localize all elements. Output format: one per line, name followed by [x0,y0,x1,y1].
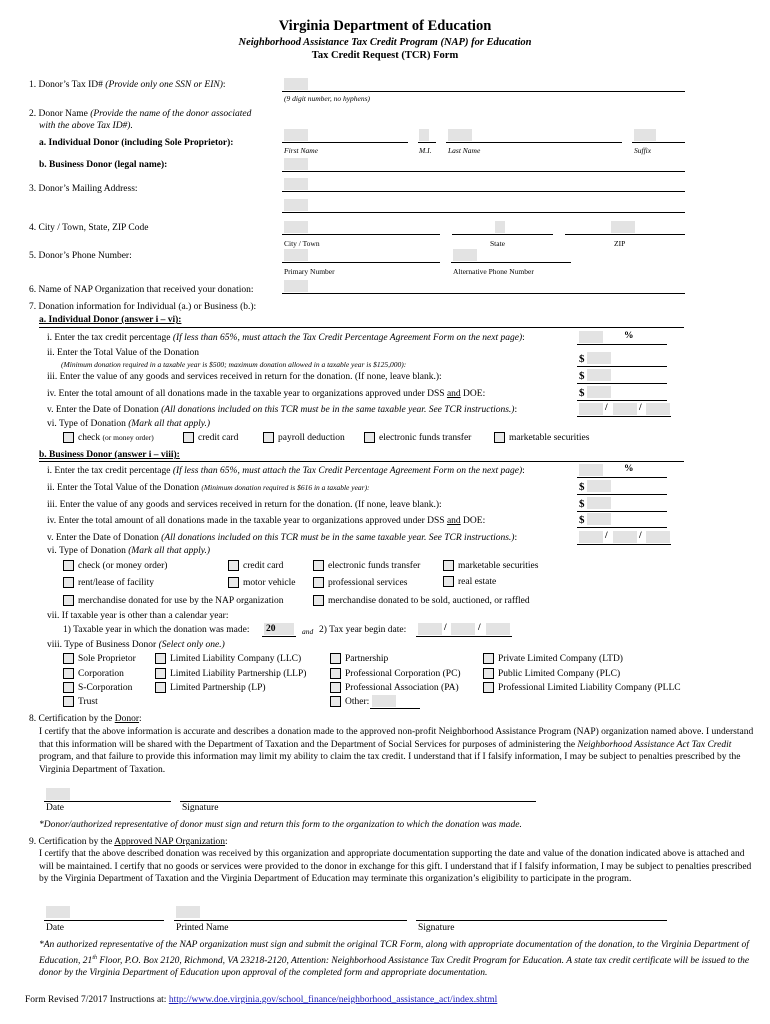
biz-ltd-label: Private Limited Company (LTD) [498,654,623,664]
mailing-address-label: 3. Donor’s Mailing Address: [29,184,138,194]
biz-llc-label: Limited Liability Company (LLC) [170,654,302,664]
a-eft-label: electronic funds transfer [379,433,472,443]
b-begin-day-field[interactable] [451,623,475,635]
donor-name-label-2: with the above Tax ID#). [39,121,133,131]
biz-sole-label: Sole Proprietor [78,654,136,664]
biz-pa-checkbox[interactable] [330,682,341,693]
biz-corp-checkbox[interactable] [63,668,74,679]
donor-name-label: 2. Donor Name (Provide the name of the donor associated [29,109,252,119]
form-title: Tax Credit Request (TCR) Form [311,50,459,61]
a-percentage-field[interactable] [579,331,603,343]
b-date-slash-1: / [605,531,608,541]
zip-field[interactable] [611,221,635,233]
address-line1-field[interactable] [284,178,308,190]
b-vehicle-checkbox[interactable] [228,577,239,588]
b-check-checkbox[interactable] [63,560,74,571]
biz-llp-checkbox[interactable] [155,668,166,679]
business-donor-label: b. Business Donor (legal name): [39,160,168,170]
b-iv-label: iv. Enter the total amount of all donations made in the taxable year to organizations approved under DSS and DOE: [47,516,486,526]
b-date-year-field[interactable] [646,531,670,543]
biz-corp-label: Corporation [78,669,124,679]
biz-pc-checkbox[interactable] [330,668,341,679]
b-vii-label: vii. If taxable year is other than a calendar year: [47,611,229,621]
nap-date-field[interactable] [46,906,70,918]
b-goods-value-field[interactable] [587,497,611,509]
b-vii-begin-label: 2) Tax year begin date: [319,625,407,635]
a-iii-label: iii. Enter the value of any goods and services received in return for the donation. (If none, leave blank.): [47,372,442,382]
phone-label: 5. Donor’s Phone Number: [29,251,132,261]
biz-llp-label: Limited Liability Partnership (LLP) [170,669,307,679]
b-begin-month-field[interactable] [418,623,442,635]
b-begin-slash-2: / [478,623,481,633]
a-date-year-field[interactable] [646,403,670,415]
donor-date-field[interactable] [46,788,70,800]
biz-plc-label: Public Limited Company (PLC) [498,669,621,679]
state-field[interactable] [495,221,505,233]
tax-id-label: 1. Donor’s Tax ID# (Provide only one SSN or EIN): [29,80,226,90]
biz-scorp-label: S-Corporation [78,683,133,693]
a-vi-label: vi. Type of Donation (Mark all that apply.) [47,419,211,429]
b-merch-sold-checkbox[interactable] [313,595,324,606]
biz-plc-checkbox[interactable] [483,668,494,679]
b-vii-year-label: 1) Taxable year in which the donation was made: [63,625,250,635]
a-check-checkbox[interactable] [63,432,74,443]
agency-title: Virginia Department of Education [278,18,492,34]
nap-printed-name-field[interactable] [176,906,200,918]
a-i-label: i. Enter the tax credit percentage (If less than 65%, must attach the Tax Credit Percentage Agreement Form on the next page): [47,333,525,343]
b-vii-and: and [302,627,314,636]
nap-org-label: 6. Name of NAP Organization that received your donation: [29,285,254,295]
biz-pa-label: Professional Association (PA) [345,683,459,693]
suffix-field[interactable] [634,129,656,141]
biz-pc-label: Professional Corporation (PC) [345,669,461,679]
b-check-label: check (or money order) [78,561,168,571]
biz-trust-label: Trust [78,697,98,707]
a-card-label: credit card [198,433,239,443]
b-vehicle-label: motor vehicle [243,578,296,588]
business-section-heading: b. Business Donor (answer i – viii): [39,450,180,460]
a-date-day-field[interactable] [613,403,637,415]
b-year-prefix: 20 [266,624,276,634]
footer [25,995,497,1005]
a-goods-value-field[interactable] [587,369,611,381]
donor-cert-label: 8. Certification by the Donor: [29,714,142,724]
b-date-month-field[interactable] [579,531,603,543]
a-percent-sign: % [624,331,634,341]
b-services-label: professional services [328,578,408,588]
first-name-field[interactable] [284,129,308,141]
donor-cert-footnote: *Donor/authorized representative of donor must sign and return this form to the organization to which the donation was made. [39,820,522,830]
city-state-zip-label: 4. City / Town, State, ZIP Code [29,223,149,233]
b-i-label: i. Enter the tax credit percentage (If less than 65%, must attach the Tax Credit Percentage Agreement Form on the next page): [47,466,525,476]
b-ii-dollar: $ [579,481,585,493]
nap-cert-label: 9. Certification by the Approved NAP Organization: [29,837,228,847]
biz-lp-label: Limited Partnership (LP) [170,683,266,693]
a-securities-checkbox[interactable] [494,432,505,443]
biz-pllc-checkbox[interactable] [483,682,494,693]
nap-org-field[interactable] [284,280,308,292]
business-name-field[interactable] [284,158,308,170]
b-ii-label: ii. Enter the Total Value of the Donation (Minimum donation required is $616 in a taxable year): [47,483,370,493]
b-percentage-field[interactable] [579,464,603,476]
a-eft-checkbox[interactable] [364,432,375,443]
b-vi-label: vi. Type of Donation (Mark all that apply.) [47,546,211,556]
city-field[interactable] [284,221,308,233]
a-date-slash-1: / [605,403,608,413]
donor-cert-body: I certify that the above information is accurate and describes a donation made to the approved non-profit Neighborhood Assistance Program (NAP) organization named above. I understand that this information will be shared with the Department of Taxation and the Department of Social Services for purposes of administering the Neighborhood Assistance Act Tax Credit program, and that failure to provide this information may limit my ability to claim the tax credit. I understand that if I falsify information, I may be subject to penalties prescribed by the Virginia Department of Taxation. [39,727,754,775]
b-card-label: credit card [243,561,284,571]
b-eft-checkbox[interactable] [313,560,324,571]
instructions-link[interactable]: http://www.doe.virginia.gov/school_finance/neighborhood_assistance_act/index.shtml [168,995,498,1005]
zip-caption: ZIP [614,239,626,248]
b-date-slash-2: / [639,531,642,541]
b-percent-sign: % [624,464,634,474]
b-iii-label: iii. Enter the value of any goods and services received in return for the donation. (If none, leave blank.): [47,500,442,510]
b-securities-checkbox[interactable] [443,560,454,571]
a-ii-label: ii. Enter the Total Value of the Donation [47,348,200,358]
alt-phone-caption: Alternative Phone Number [453,267,534,276]
mi-field[interactable] [419,129,429,141]
nap-cert-body: I certify that the above described donation was received by this organization and appropriate documentation supporting the date and value of the donation indicated above is attached and will be maintained. I certify that no goods or services were provided to the donor in exchange for this gift. I understand that if I falsify information, I may be subject to penalties prescribed by the Virginia Department of Taxation and the Virginia Department of Education may terminate this organization’s eligibility to participate in the program. [39,849,752,884]
biz-other-field[interactable] [372,695,396,707]
individual-section-heading: a. Individual Donor (answer i – vi): [39,315,182,325]
tax-id-field[interactable] [284,78,308,90]
a-check-label: check (or money order) [78,433,154,443]
b-securities-label: marketable securities [458,561,539,571]
a-payroll-label: payroll deduction [278,433,345,443]
a-ii-dollar: $ [579,353,585,365]
last-name-caption: Last Name [448,146,481,155]
biz-llc-checkbox[interactable] [155,653,166,664]
biz-sole-checkbox[interactable] [63,653,74,664]
alt-phone-field[interactable] [453,249,477,261]
city-caption: City / Town [284,239,320,248]
last-name-field[interactable] [448,129,472,141]
b-realestate-checkbox[interactable] [443,576,454,587]
donation-info-label: 7. Donation information for Individual (a.) or Business (b.): [29,302,257,312]
b-merch-sold-label: merchandise donated to be sold, auctioned, or raffled [328,596,530,606]
a-total-value-field[interactable] [587,352,611,364]
b-services-checkbox[interactable] [313,577,324,588]
b-begin-year-field[interactable] [486,623,510,635]
a-securities-label: marketable securities [509,433,590,443]
a-date-slash-2: / [639,403,642,413]
individual-donor-label: a. Individual Donor (including Sole Proprietor): [39,138,234,148]
a-payroll-checkbox[interactable] [263,432,274,443]
b-total-value-field[interactable] [587,480,611,492]
b-iii-dollar: $ [579,498,585,510]
donor-date-caption: Date [46,803,64,813]
biz-pllc-label: Professional Limited Liability Company (PLLC [498,683,681,693]
a-iv-label: iv. Enter the total amount of all donations made in the taxable year to organizations approved under DSS and DOE: [47,389,486,399]
b-date-day-field[interactable] [613,531,637,543]
b-viii-label: viii. Type of Business Donor (Select only one.) [47,640,225,650]
biz-lp-checkbox[interactable] [155,682,166,693]
program-title: Neighborhood Assistance Tax Credit Program (NAP) for Education [238,37,532,48]
b-v-label: v. Enter the Date of Donation (All donations included on this TCR must be in the same taxable year. See TCR instructions.): [47,533,518,543]
tax-id-note: (9 digit number, no hyphens) [284,94,371,103]
b-rent-checkbox[interactable] [63,577,74,588]
nap-printed-name-caption: Printed Name [176,923,229,933]
b-merch-nap-label: merchandise donated for use by the NAP organization [78,596,284,606]
suffix-caption: Suffix [634,146,652,155]
biz-other-label: Other: [345,697,370,707]
b-iv-dollar: $ [579,514,585,526]
biz-partnership-label: Partnership [345,654,389,664]
a-v-label: v. Enter the Date of Donation (All donations included on this TCR must be in the same taxable year. See TCR instructions.): [47,405,518,415]
b-card-checkbox[interactable] [228,560,239,571]
a-card-checkbox[interactable] [183,432,194,443]
a-date-month-field[interactable] [579,403,603,415]
biz-trust-checkbox[interactable] [63,696,74,707]
biz-other-checkbox[interactable] [330,696,341,707]
b-merch-nap-checkbox[interactable] [63,595,74,606]
state-caption: State [490,239,505,248]
first-name-caption: First Name [284,146,318,155]
nap-signature-caption: Signature [418,923,455,933]
b-rent-label: rent/lease of facility [78,578,154,588]
form-revised: Form Revised 7/2017 Instructions at: [25,995,169,1005]
nap-cert-footnote: *An authorized representative of the NAP organization must sign and submit the original TCR Form, along with appropriate documentation of the donation, to the Virginia Department of Education, 21th Floor, P.O. Box 2120, Richmond, VA 23218-2120, Attention: Neighborhood Assistance Tax Credit Program for Education. A state tax credit certificate will be issued to the donor by the Virginia Department of Education upon approval of the completed form and appropriate documentation. [39,940,750,979]
nap-date-caption: Date [46,923,64,933]
primary-phone-caption: Primary Number [284,267,335,276]
biz-ltd-checkbox[interactable] [483,653,494,664]
b-realestate-label: real estate [458,577,497,587]
mi-caption: M.I. [419,146,432,155]
biz-partnership-checkbox[interactable] [330,653,341,664]
address-line2-field[interactable] [284,199,308,211]
primary-phone-field[interactable] [284,249,308,261]
donor-signature-caption: Signature [182,803,219,813]
a-ii-note: (Minimum donation required in a taxable year is $500; maximum donation allowed in a taxable year is $125,000): [61,360,407,369]
biz-scorp-checkbox[interactable] [63,682,74,693]
a-iv-dollar: $ [579,387,585,399]
a-iii-dollar: $ [579,370,585,382]
b-eft-label: electronic funds transfer [328,561,421,571]
b-begin-slash-1: / [444,623,447,633]
b-total-donations-field[interactable] [587,513,611,525]
a-total-donations-field[interactable] [587,386,611,398]
